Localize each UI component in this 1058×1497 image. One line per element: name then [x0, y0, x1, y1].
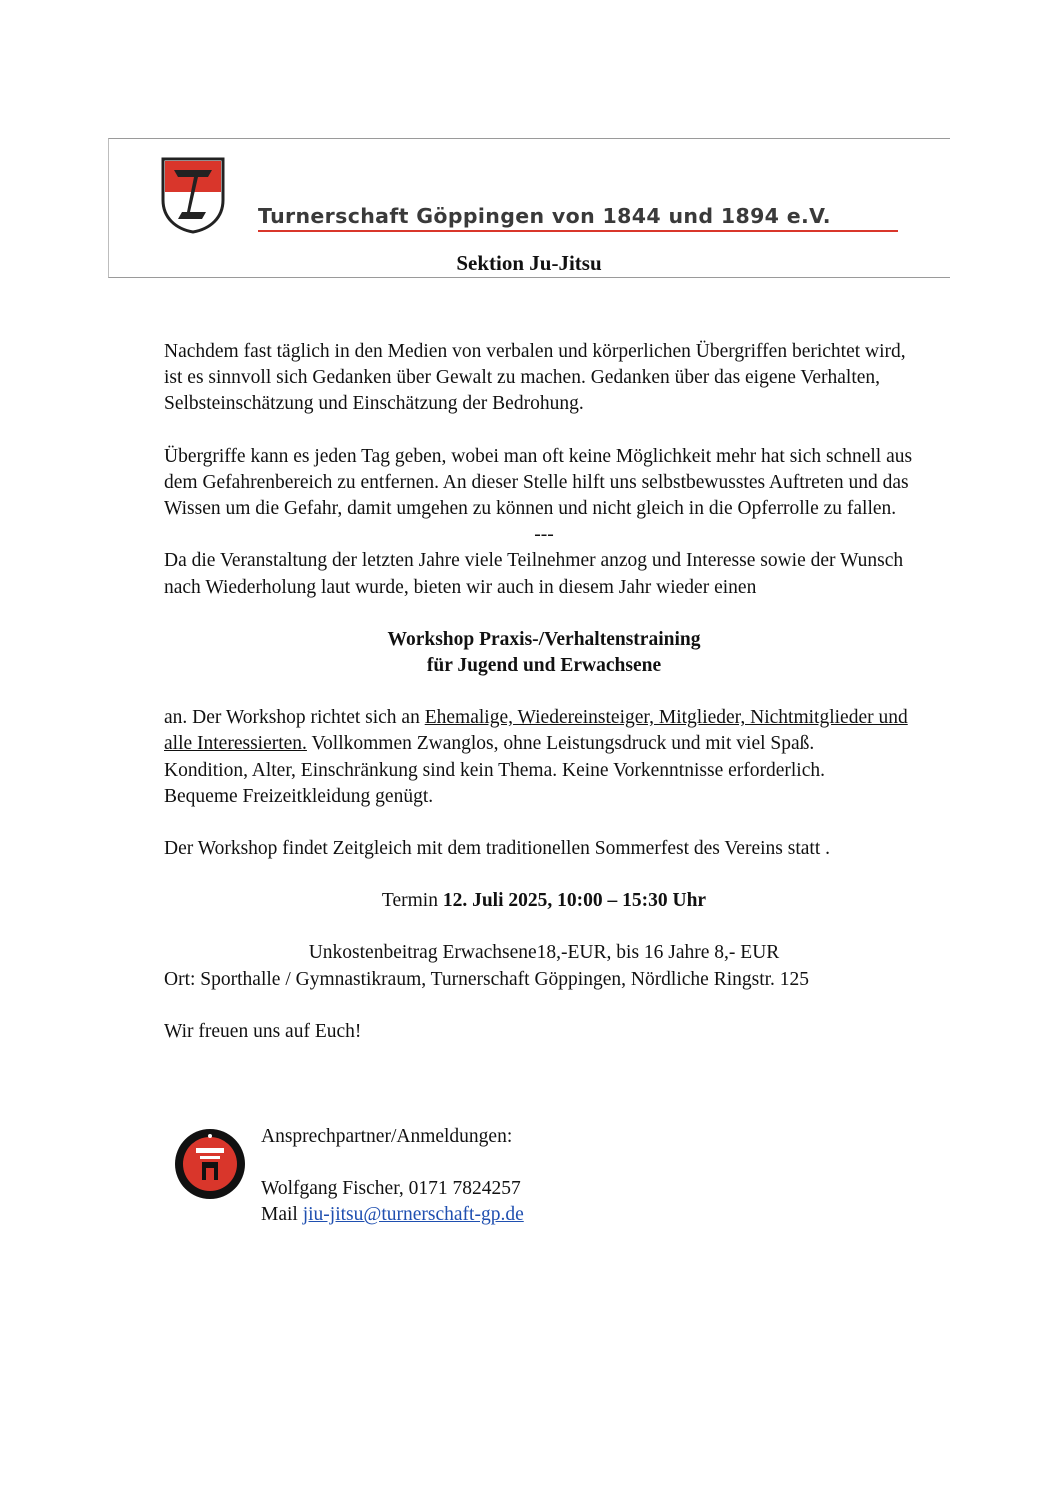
requirements-line: Kondition, Alter, Einschränkung sind kein Thema. Keine Vorkenntnisse erforderlich. — [164, 759, 826, 781]
closing-line: Wir freuen uns auf Euch! — [164, 1020, 362, 1042]
workshop-title-line-1: Workshop Praxis-/Verhaltenstraining — [387, 628, 701, 650]
audience-prefix: an. Der Workshop richtet sich an — [164, 707, 425, 729]
cost-line: Unkostenbeitrag Erwachsene18,-EUR, bis 16 Jahre 8,- EUR — [308, 942, 780, 964]
clothing-line: Bequeme Freizeitkleidung genügt. — [164, 785, 434, 807]
letter-body — [164, 339, 924, 1045]
club-name: Turnerschaft Göppingen von 1844 und 1894 e.V. — [258, 204, 831, 228]
intro-paragraph-2: Übergriffe kann es jeden Tag geben, wobei man oft keine Möglichkeit mehr hat sich schnell aus dem Gefahrenbereich zu entfernen. An dieser Stelle hilft uns selbstbewusstes Auftreten und das Wissen um die Gefahr, damit umgehen zu können und nicht gleich in die Opferrolle zu fallen. — [164, 445, 913, 520]
section-title: Sektion Ju-Jitsu — [456, 251, 602, 275]
target-group: Ehemalige, Wiedereinsteiger, Mitglieder, Nichtmitglieder und alle Interessierten. — [164, 707, 908, 755]
termin-line — [164, 888, 924, 914]
workshop-title-line-2: für Jugend und Erwachsene — [426, 655, 662, 677]
jujitsu-emblem-icon — [174, 1128, 246, 1200]
termin-label: Termin — [381, 890, 443, 912]
audience-suffix: Vollkommen Zwanglos, ohne Leistungsdruck und mit viel Spaß. — [306, 733, 815, 755]
location-line: Ort: Sporthalle / Gymnastikraum, Turnerschaft Göppingen, Nördliche Ringstr. 125 — [164, 968, 810, 990]
contact-heading: Ansprechpartner/Anmeldungen: — [261, 1126, 513, 1147]
club-crest-icon — [160, 156, 226, 234]
contact-block — [261, 1124, 524, 1229]
intro-paragraph-1: Nachdem fast täglich in den Medien von verbalen und körperlichen Übergriffen berichtet wird, ist es sinnvoll sich Gedanken über Gewalt zu machen. Gedanken über das eigene Verhalten, Selbsteinschätzung und Einschätzung der Bedrohung. — [164, 341, 906, 415]
separator: --- — [534, 524, 554, 546]
club-name-underline — [258, 230, 898, 232]
contact-mail-line — [261, 1202, 524, 1228]
termin-value: 12. Juli 2025, 10:00 – 15:30 Uhr — [442, 890, 707, 912]
email-link[interactable]: jiu-jitsu@turnerschaft-gp.de — [302, 1204, 524, 1226]
intro-paragraph-3: Da die Veranstaltung der letzten Jahre viele Teilnehmer anzog und Interesse sowie der Wunsch nach Wiederholung laut wurde, bieten wir auch in diesem Jahr wieder einen — [164, 550, 904, 598]
sommerfest-note: Der Workshop findet Zeitgleich mit dem traditionellen Sommerfest des Vereins statt . — [164, 838, 830, 860]
contact-person: Wolfgang Fischer, 0171 7824257 — [261, 1178, 521, 1200]
audience-paragraph — [164, 705, 924, 757]
mail-label: Mail — [261, 1204, 303, 1226]
